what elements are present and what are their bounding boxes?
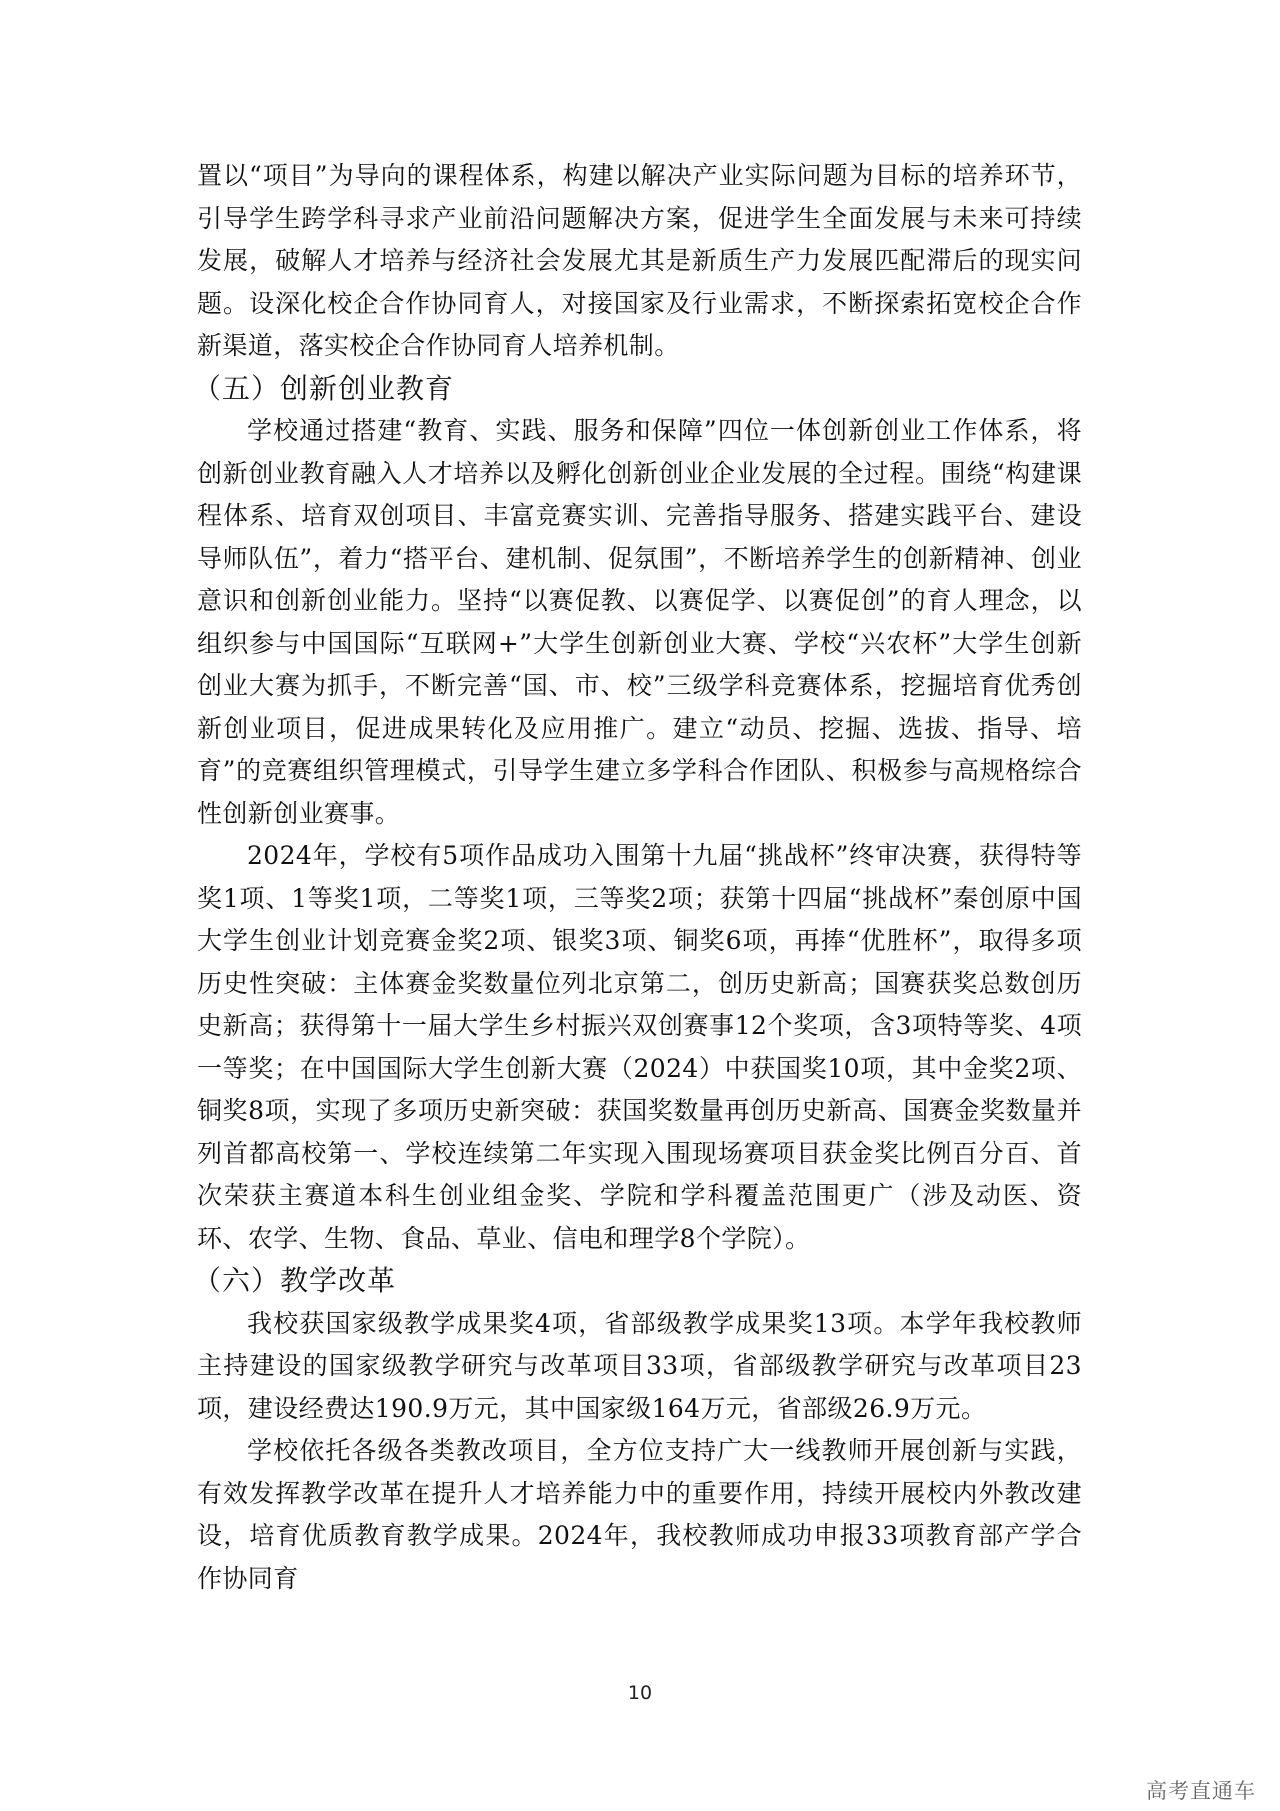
paragraph-teaching-awards: 我校获国家级教学成果奖4项，省部级教学成果奖13项。本学年我校教师主持建设的国家级教学研究与改革项目33项，省部级教学研究与改革项目23项，建设经费达190.9万元，其中国家级164万元，省部级26.9万元。: [197, 1308, 1082, 1423]
document-body: [193, 155, 1082, 1600]
page-number: 10: [627, 1682, 653, 1704]
paragraph-innovation-system: 学校通过搭建“教育、实践、服务和保障”四位一体创新创业工作体系，将创新创业教育融入人才培养以及孵化创新创业企业发展的全过程。围绕“构建课程体系、培育双创项目、丰富竞赛实训、完善指导服务、搭建实践平台、建设导师队伍”，着力“搭平台、建机制、促氛围”，不断培养学生的创新精神、创业意识和创新创业能力。坚持“以赛促教、以赛促学、以赛促创”的育人理念，以组织参与中国国际“互联网+”大学生创新创业大赛、学校“兴农杯”大学生创新创业大赛为抓手，不断完善“国、市、校”三级学科竞赛体系，挖掘培育优秀创新创业项目，促进成果转化及应用推广。建立“动员、挖掘、选拔、指导、培育”的竞赛组织管理模式，引导学生建立多学科合作团队、积极参与高规格综合性创新创业赛事。: [197, 416, 1082, 828]
section-heading-innovation-entrepreneurship: （五）创新创业教育: [193, 371, 455, 405]
paragraph-2024-awards: 2024年，学校有5项作品成功入围第十九届“挑战杯”终审决赛，获得特等奖1项、1等奖1项，二等奖1项，三等奖2项；获第十四届“挑战杯”秦创原中国大学生创业计划竞赛金奖2项、银奖3项、铜奖6项，再捧“优胜杯”，取得多项历史性突破：主体赛金奖数量位列北京第二，创历史新高；国赛获奖总数创历史新高；获得第十一届大学生乡村振兴双创赛事12个奖项，含3项特等奖、4项一等奖；在中国国际大学生创新大赛（2024）中获国奖10项，其中金奖2项、铜奖8项，实现了多项历史新突破：获国奖数量再创历史新高、国赛金奖数量并列首都高校第一、学校连续第二年实现入围现场赛项目获金奖比例百分百、首次荣获主赛道本科生创业组金奖、学院和学科覆盖范围更广（涉及动医、资环、农学、生物、食品、草业、信电和理学8个学院）。: [197, 841, 1082, 1253]
paragraph-continued: 置以“项目”为导向的课程体系，构建以解决产业实际问题为目标的培养环节，引导学生跨学科寻求产业前沿问题解决方案，促进学生全面发展与未来可持续发展，破解人才培养与经济社会发展尤其是新质生产力发展匹配滞后的现实问题。设深化校企合作协同育人，对接国家及行业需求，不断探索拓宽校企合作新渠道，落实校企合作协同育人培养机制。: [197, 161, 1082, 360]
paragraph-reform-projects: 学校依托各级各类教改项目，全方位支持广大一线教师开展创新与实践，有效发挥教学改革在提升人才培养能力中的重要作用，持续开展校内外教改建设，培育优质教育教学成果。2024年，我校教师成功申报33项教育部产学合作协同育: [197, 1436, 1082, 1593]
watermark-text: 高考直通车: [1146, 1779, 1256, 1803]
section-heading-teaching-reform: （六）教学改革: [193, 1264, 397, 1297]
